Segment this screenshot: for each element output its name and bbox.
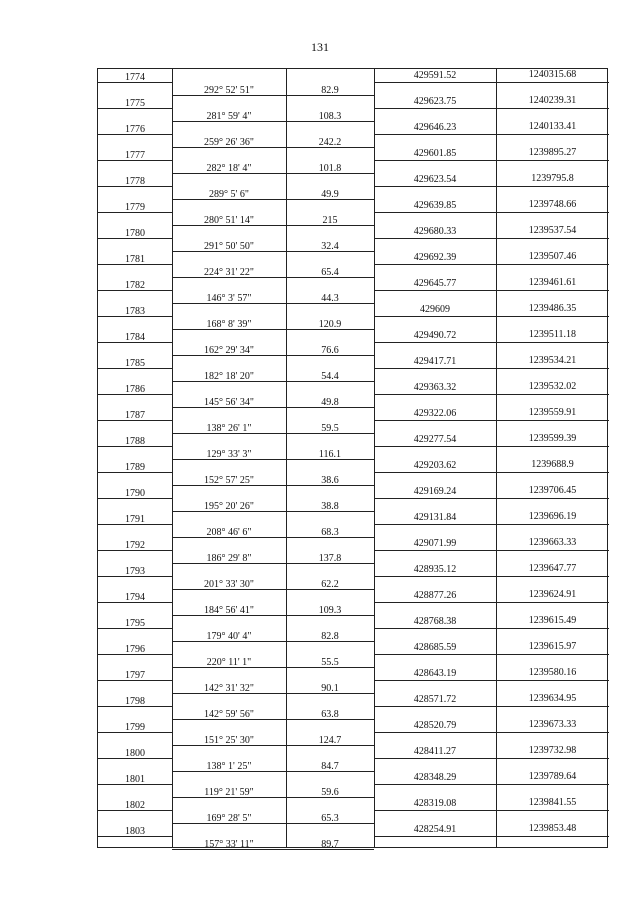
distance-cell: 55.5 [321, 657, 339, 668]
direction-angle-cell: 208° 46' 6" [206, 527, 252, 538]
coordinates-table [97, 68, 608, 848]
y-coordinate-cell: 1239599.39 [528, 433, 577, 444]
distance-cell: 137.8 [318, 553, 342, 564]
point-number-cell: 1803 [125, 826, 145, 837]
table-row [98, 277, 607, 303]
row-divider [172, 251, 374, 252]
distance-cell: 65.3 [321, 813, 339, 824]
point-number-cell: 1777 [125, 150, 145, 161]
table-row [98, 667, 607, 693]
point-number-cell: 1787 [125, 410, 145, 421]
point-number-cell: 1802 [125, 800, 145, 811]
direction-angle-cell: 291° 50' 50" [204, 241, 254, 252]
table-row [98, 537, 607, 563]
x-coordinate-cell: 429645.77 [413, 278, 457, 289]
row-divider [374, 134, 609, 135]
table-row [98, 173, 607, 199]
table-row [98, 355, 607, 381]
x-coordinate-cell: 428768.38 [413, 616, 457, 627]
point-number-cell: 1779 [125, 202, 145, 213]
x-coordinate-cell: 429623.75 [413, 96, 457, 107]
row-divider [172, 355, 374, 356]
distance-cell: 38.6 [321, 475, 339, 486]
point-number-cell: 1788 [125, 436, 145, 447]
point-number-cell: 1798 [125, 696, 145, 707]
y-coordinate-cell: 1239663.33 [528, 537, 577, 548]
y-coordinate-cell: 1239853.48 [528, 823, 577, 834]
y-coordinate-cell: 1239841.55 [528, 797, 577, 808]
row-divider [374, 238, 609, 239]
point-number-cell: 1776 [125, 124, 145, 135]
x-coordinate-cell: 428411.27 [413, 746, 457, 757]
row-divider [374, 758, 609, 759]
direction-angle-cell: 195° 20' 26" [204, 501, 254, 512]
row-divider [374, 810, 609, 811]
point-number-cell: 1792 [125, 540, 145, 551]
y-coordinate-cell: 1239534.21 [528, 355, 577, 366]
y-coordinate-cell: 1239706.45 [528, 485, 577, 496]
point-number-cell: 1783 [125, 306, 145, 317]
row-divider [374, 602, 609, 603]
point-number-cell: 1791 [125, 514, 145, 525]
y-coordinate-cell: 1239688.9 [531, 459, 574, 470]
point-number-cell: 1795 [125, 618, 145, 629]
y-coordinate-cell: 1239895.27 [528, 147, 577, 158]
y-coordinate-cell: 1239580.16 [528, 667, 577, 678]
point-number-cell: 1790 [125, 488, 145, 499]
distance-cell: 32.4 [321, 241, 339, 252]
point-number-cell: 1784 [125, 332, 145, 343]
distance-cell: 120.9 [318, 319, 342, 330]
x-coordinate-cell: 429071.99 [413, 538, 457, 549]
distance-cell: 82.8 [321, 631, 339, 642]
row-divider [374, 706, 609, 707]
distance-cell: 215 [322, 215, 338, 226]
x-coordinate-cell: 428935.12 [413, 564, 457, 575]
point-number-cell: 1789 [125, 462, 145, 473]
point-number-cell: 1794 [125, 592, 145, 603]
direction-angle-cell: 220° 11' 1" [206, 657, 252, 668]
table-row [98, 433, 607, 459]
direction-angle-cell: 152° 57' 25" [204, 475, 254, 486]
distance-cell: 116.1 [318, 449, 342, 460]
y-coordinate-cell: 1240315.68 [528, 69, 577, 80]
direction-angle-cell: 282° 18' 4" [206, 163, 252, 174]
y-coordinate-cell: 1239559.91 [528, 407, 577, 418]
distance-cell: 89.7 [321, 839, 339, 850]
distance-cell: 108.3 [318, 111, 342, 122]
y-coordinate-cell: 1239634.95 [528, 693, 577, 704]
y-coordinate-cell: 1239647.77 [528, 563, 577, 574]
row-divider [374, 836, 609, 837]
direction-angle-cell: 281° 59' 4" [206, 111, 252, 122]
distance-cell: 49.8 [321, 397, 339, 408]
point-number-cell: 1778 [125, 176, 145, 187]
direction-angle-cell: 186° 29' 8" [206, 553, 252, 564]
distance-cell: 82.9 [321, 85, 339, 96]
direction-angle-cell: 142° 31' 32" [204, 683, 254, 694]
y-coordinate-cell: 1239507.46 [528, 251, 577, 262]
table-row [98, 641, 607, 667]
row-divider [172, 693, 374, 694]
y-coordinate-cell: 1240239.31 [528, 95, 577, 106]
x-coordinate-cell: 429322.06 [413, 408, 457, 419]
row-divider [172, 745, 374, 746]
x-coordinate-cell: 429680.33 [413, 226, 457, 237]
direction-angle-cell: 292° 52' 51" [204, 85, 254, 96]
x-coordinate-cell: 429646.23 [413, 122, 457, 133]
distance-cell: 54.4 [321, 371, 339, 382]
direction-angle-cell: 145° 56' 34" [204, 397, 254, 408]
direction-angle-cell: 179° 40' 4" [206, 631, 252, 642]
y-coordinate-cell: 1239748.66 [528, 199, 577, 210]
row-divider [172, 225, 374, 226]
x-coordinate-cell: 429692.39 [413, 252, 457, 263]
direction-angle-cell: 129° 33' 3" [206, 449, 252, 460]
row-divider [374, 160, 609, 161]
direction-angle-cell: 224° 31' 22" [204, 267, 254, 278]
row-divider [172, 121, 374, 122]
table-row [98, 147, 607, 173]
y-coordinate-cell: 1239532.02 [528, 381, 577, 392]
row-divider [172, 407, 374, 408]
direction-angle-cell: 182° 18' 20" [204, 371, 254, 382]
direction-angle-cell: 201° 33' 30" [204, 579, 254, 590]
distance-cell: 38.8 [321, 501, 339, 512]
row-divider [172, 147, 374, 148]
table-row [98, 771, 607, 797]
y-coordinate-cell: 1239615.49 [528, 615, 577, 626]
row-divider [374, 212, 609, 213]
x-coordinate-cell: 429131.84 [413, 512, 457, 523]
x-coordinate-cell: 429591.52 [413, 70, 457, 81]
row-divider [374, 316, 609, 317]
y-coordinate-cell: 1239696.19 [528, 511, 577, 522]
x-coordinate-cell: 428571.72 [413, 694, 457, 705]
point-number-cell: 1799 [125, 722, 145, 733]
distance-cell: 101.8 [318, 163, 342, 174]
direction-angle-cell: 184° 56' 41" [204, 605, 254, 616]
x-coordinate-cell: 429609 [420, 304, 450, 315]
table-row [98, 563, 607, 589]
x-coordinate-cell: 429169.24 [413, 486, 457, 497]
row-divider [172, 173, 374, 174]
direction-angle-cell: 142° 59' 56" [204, 709, 254, 720]
point-number-cell: 1786 [125, 384, 145, 395]
row-divider [172, 641, 374, 642]
row-divider [374, 394, 609, 395]
y-coordinate-cell: 1239486.35 [528, 303, 577, 314]
x-coordinate-cell: 429203.62 [413, 460, 457, 471]
direction-angle-cell: 157° 33' 11" [204, 839, 254, 850]
table-row [98, 589, 607, 615]
point-number-cell: 1797 [125, 670, 145, 681]
x-coordinate-cell: 429623.54 [413, 174, 457, 185]
row-divider [172, 277, 374, 278]
table-row [98, 303, 607, 329]
point-number-cell: 1775 [125, 98, 145, 109]
row-divider [172, 771, 374, 772]
direction-angle-cell: 119° 21' 59" [204, 787, 254, 798]
direction-angle-cell: 280° 51' 14" [204, 215, 254, 226]
table-row [98, 797, 607, 823]
row-divider [172, 329, 374, 330]
row-divider [172, 719, 374, 720]
row-divider [374, 550, 609, 551]
distance-cell: 242.2 [318, 137, 342, 148]
point-number-cell: 1781 [125, 254, 145, 265]
table-row [98, 693, 607, 719]
row-divider [374, 368, 609, 369]
distance-cell: 65.4 [321, 267, 339, 278]
y-coordinate-cell: 1239673.33 [528, 719, 577, 730]
table-row [98, 719, 607, 745]
row-divider [374, 628, 609, 629]
row-divider [172, 823, 374, 824]
row-divider [172, 433, 374, 434]
direction-angle-cell: 162° 29' 34" [204, 345, 254, 356]
table-row [98, 251, 607, 277]
distance-cell: 59.5 [321, 423, 339, 434]
distance-cell: 124.7 [318, 735, 342, 746]
x-coordinate-cell: 428254.91 [413, 824, 457, 835]
row-divider [374, 680, 609, 681]
row-divider [374, 524, 609, 525]
direction-angle-cell: 151° 25' 30" [204, 735, 254, 746]
table-row [98, 199, 607, 225]
row-divider [172, 199, 374, 200]
y-coordinate-cell: 1239795.8 [531, 173, 574, 184]
row-divider [172, 95, 374, 96]
distance-cell: 68.3 [321, 527, 339, 538]
row-divider [172, 303, 374, 304]
row-divider [374, 290, 609, 291]
table-row [98, 407, 607, 433]
row-divider [374, 186, 609, 187]
distance-cell: 62.2 [321, 579, 339, 590]
distance-cell: 109.3 [318, 605, 342, 616]
row-divider [374, 264, 609, 265]
distance-cell: 76.6 [321, 345, 339, 356]
direction-angle-cell: 289° 5' 6" [209, 189, 249, 200]
y-coordinate-cell: 1239624.91 [528, 589, 577, 600]
row-divider [172, 485, 374, 486]
distance-cell: 59.6 [321, 787, 339, 798]
distance-cell: 63.8 [321, 709, 339, 720]
row-divider [374, 732, 609, 733]
table-row [98, 485, 607, 511]
y-coordinate-cell: 1239732.98 [528, 745, 577, 756]
x-coordinate-cell: 428685.59 [413, 642, 457, 653]
row-divider [374, 472, 609, 473]
row-divider [374, 498, 609, 499]
point-number-cell: 1801 [125, 774, 145, 785]
x-coordinate-cell: 428319.08 [413, 798, 457, 809]
y-coordinate-cell: 1240133.41 [528, 121, 577, 132]
y-coordinate-cell: 1239511.18 [528, 329, 577, 340]
row-divider [172, 381, 374, 382]
distance-cell: 84.7 [321, 761, 339, 772]
row-divider [374, 82, 609, 83]
direction-angle-cell: 259° 26' 36" [204, 137, 254, 148]
point-number-cell: 1793 [125, 566, 145, 577]
x-coordinate-cell: 429490.72 [413, 330, 457, 341]
row-divider [172, 511, 374, 512]
x-coordinate-cell: 428348.29 [413, 772, 457, 783]
x-coordinate-cell: 428520.79 [413, 720, 457, 731]
point-number-cell: 1800 [125, 748, 145, 759]
point-number-cell: 1782 [125, 280, 145, 291]
x-coordinate-cell: 429601.85 [413, 148, 457, 159]
table-row [98, 823, 607, 849]
y-coordinate-cell: 1239615.97 [528, 641, 577, 652]
x-coordinate-cell: 429639.85 [413, 200, 457, 211]
row-divider [172, 563, 374, 564]
point-number-cell: 1796 [125, 644, 145, 655]
direction-angle-cell: 138° 26' 1" [206, 423, 252, 434]
table-row [98, 69, 607, 95]
y-coordinate-cell: 1239461.61 [528, 277, 577, 288]
y-coordinate-cell: 1239537.54 [528, 225, 577, 236]
table-row [98, 225, 607, 251]
table-row [98, 95, 607, 121]
page-number: 131 [311, 40, 329, 54]
row-divider [172, 615, 374, 616]
row-divider [172, 589, 374, 590]
distance-cell: 49.9 [321, 189, 339, 200]
row-divider [172, 537, 374, 538]
table-row [98, 381, 607, 407]
table-row [98, 511, 607, 537]
direction-angle-cell: 169° 28' 5" [206, 813, 252, 824]
row-divider [374, 108, 609, 109]
point-number-cell: 1774 [125, 72, 145, 83]
distance-cell: 90.1 [321, 683, 339, 694]
row-divider [374, 342, 609, 343]
x-coordinate-cell: 428877.26 [413, 590, 457, 601]
row-divider [374, 420, 609, 421]
x-coordinate-cell: 429363.32 [413, 382, 457, 393]
row-divider [374, 784, 609, 785]
table-row [98, 459, 607, 485]
table-row [98, 121, 607, 147]
row-divider [374, 654, 609, 655]
point-number-cell: 1780 [125, 228, 145, 239]
x-coordinate-cell: 428643.19 [413, 668, 457, 679]
table-row [98, 745, 607, 771]
x-coordinate-cell: 429417.71 [413, 356, 457, 367]
direction-angle-cell: 138° 1' 25" [206, 761, 252, 772]
row-divider [374, 576, 609, 577]
row-divider [172, 459, 374, 460]
distance-cell: 44.3 [321, 293, 339, 304]
point-number-cell: 1785 [125, 358, 145, 369]
y-coordinate-cell: 1239789.64 [528, 771, 577, 782]
row-divider [374, 446, 609, 447]
table-row [98, 615, 607, 641]
direction-angle-cell: 146° 3' 57" [206, 293, 252, 304]
table-row [98, 329, 607, 355]
x-coordinate-cell: 429277.54 [413, 434, 457, 445]
direction-angle-cell: 168° 8' 39" [206, 319, 252, 330]
row-divider [172, 667, 374, 668]
row-divider [172, 797, 374, 798]
